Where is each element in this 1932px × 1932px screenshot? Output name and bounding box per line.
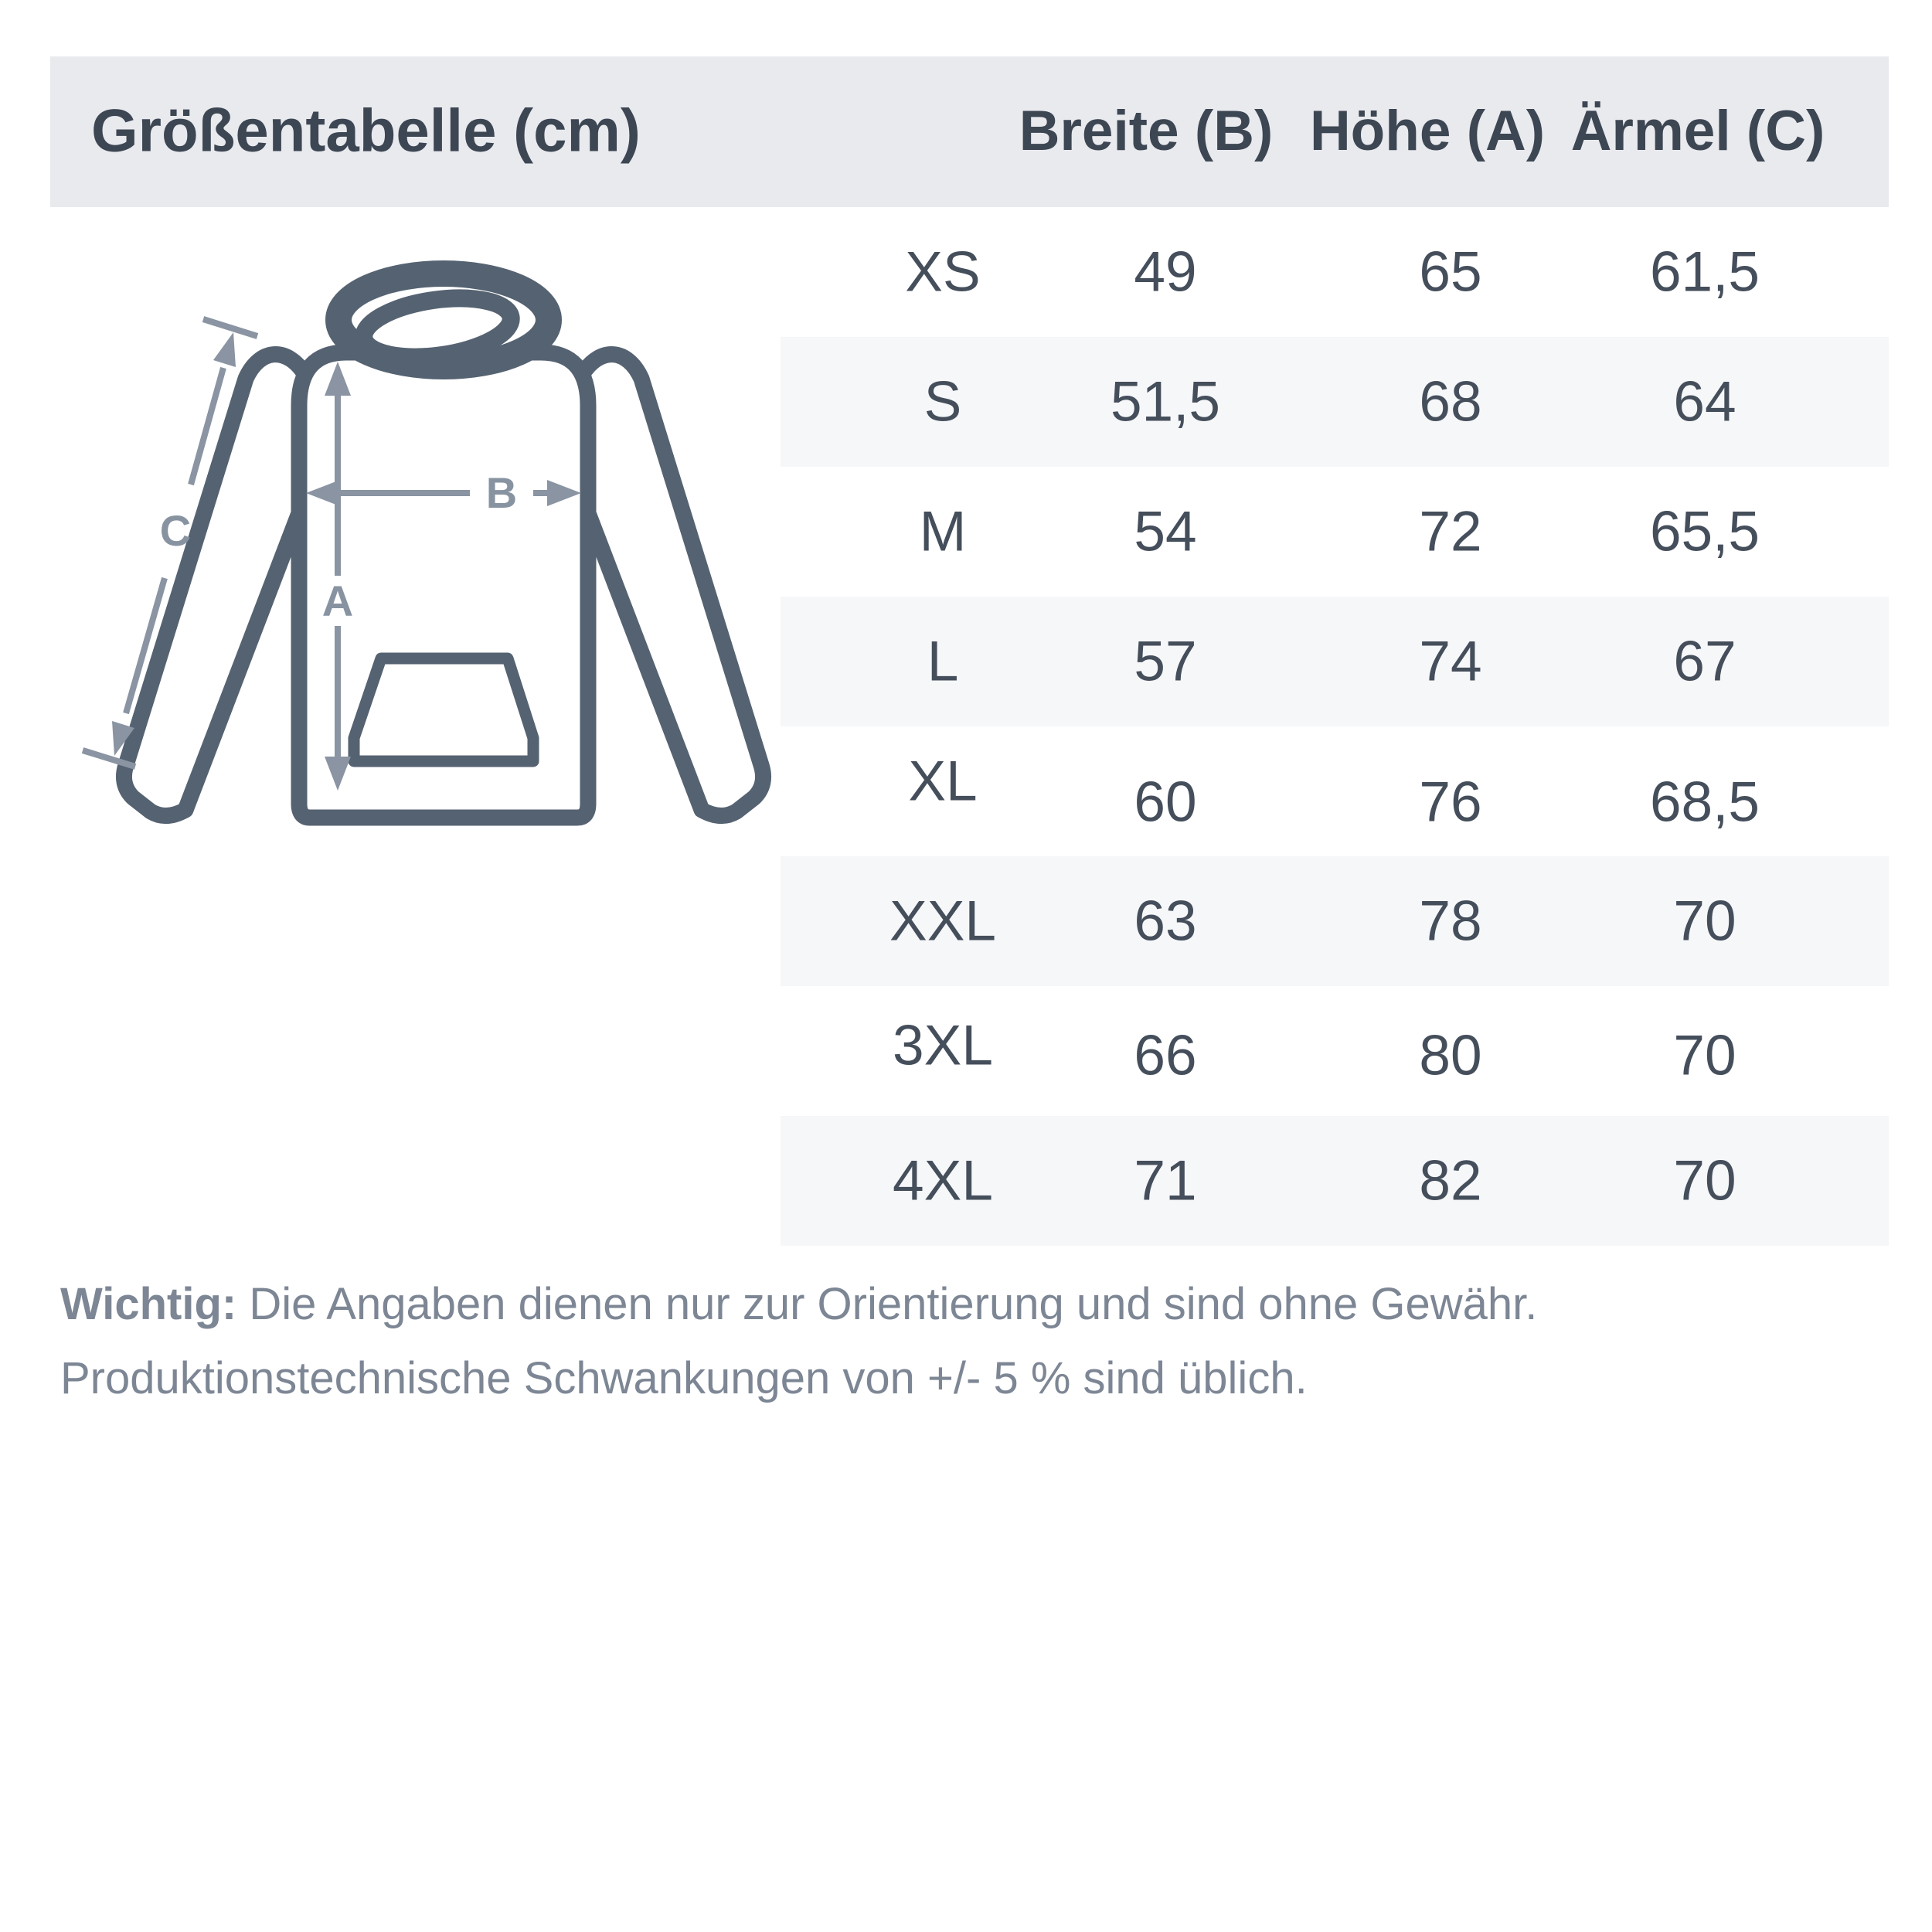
disclaimer-line1: Die Angaben dienen nur zur Orientierung und sind ohne Gewähr.: [249, 1279, 1538, 1329]
table-row: [781, 597, 1889, 726]
size-cell: 4XL: [893, 1149, 993, 1213]
breite-cell: 63: [1134, 889, 1197, 953]
size-cell: L: [927, 630, 959, 693]
table-row: [781, 1116, 1889, 1246]
aermel-cell: 67: [1673, 630, 1736, 693]
size-cell: XL: [908, 750, 978, 813]
breite-cell: 71: [1134, 1149, 1197, 1213]
column-header-breite: Breite (B): [1019, 99, 1274, 162]
breite-cell: 54: [1134, 500, 1197, 563]
breite-cell: 51,5: [1110, 370, 1221, 434]
hoehe-cell: 80: [1419, 1024, 1482, 1087]
measure-b-label: B: [485, 468, 518, 517]
hoehe-cell: 82: [1419, 1149, 1482, 1213]
aermel-cell: 70: [1673, 1149, 1736, 1213]
column-header-aermel: Ärmel (C): [1570, 99, 1825, 162]
breite-cell: 66: [1134, 1024, 1197, 1087]
hoehe-cell: 72: [1419, 500, 1482, 563]
aermel-cell: 64: [1673, 370, 1736, 434]
aermel-cell: 70: [1673, 1024, 1736, 1087]
aermel-cell: 61,5: [1649, 240, 1760, 304]
breite-cell: 49: [1134, 240, 1197, 304]
table-row: [781, 337, 1889, 467]
disclaimer-note: [60, 1267, 1869, 1416]
table-row: [781, 986, 1889, 1116]
hoehe-cell: 65: [1419, 240, 1482, 304]
table-row: [781, 467, 1889, 597]
table-row: [781, 856, 1889, 986]
column-header-hoehe: Höhe (A): [1309, 99, 1546, 162]
hoehe-cell: 68: [1419, 370, 1482, 434]
page-title: Größentabelle (cm): [91, 96, 641, 165]
table-row: [781, 726, 1889, 856]
measure-c-label: C: [159, 506, 192, 555]
size-cell: XXL: [889, 889, 996, 953]
breite-cell: 57: [1134, 630, 1197, 693]
hoehe-cell: 74: [1419, 630, 1482, 693]
disclaimer-line2: Produktionstechnische Schwankungen von +/- 5 % sind üblich.: [60, 1353, 1308, 1403]
breite-cell: 60: [1134, 770, 1197, 834]
hoehe-cell: 76: [1419, 770, 1482, 834]
table-row: [781, 207, 1889, 337]
size-cell: S: [923, 370, 962, 434]
aermel-cell: 65,5: [1649, 500, 1760, 563]
size-cell: 3XL: [893, 1014, 993, 1077]
measure-a-label: A: [321, 577, 354, 625]
disclaimer-label: Wichtig:: [60, 1279, 237, 1329]
aermel-cell: 68,5: [1649, 770, 1760, 834]
aermel-cell: 70: [1673, 889, 1736, 953]
hoehe-cell: 78: [1419, 889, 1482, 953]
size-cell: XS: [905, 240, 981, 304]
size-cell: M: [919, 500, 967, 563]
